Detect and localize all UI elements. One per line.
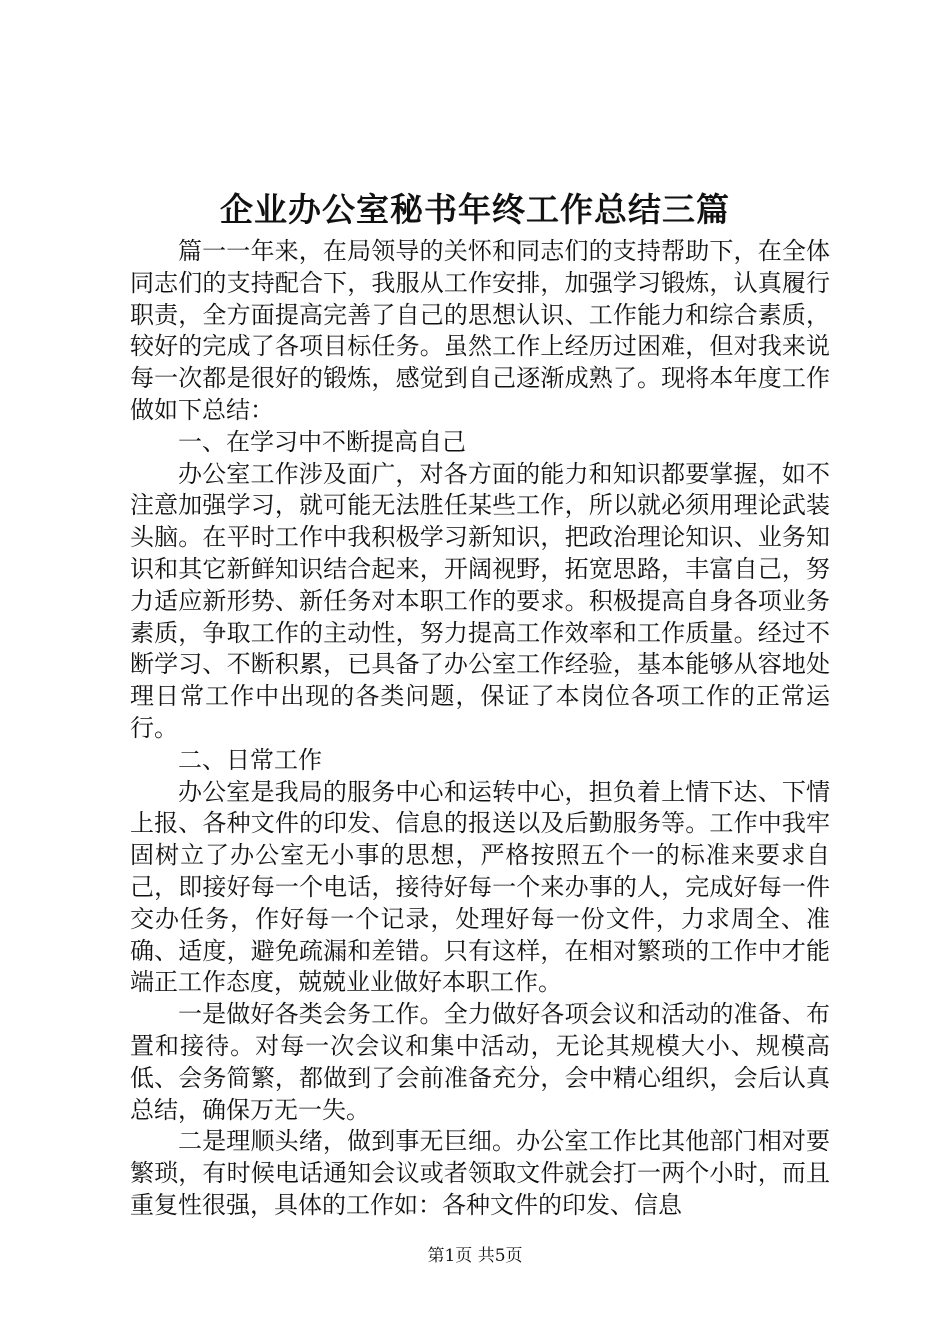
page-number: 第1页 共5页 bbox=[427, 1246, 523, 1266]
paragraph-daily-work: 办公室是我局的服务中心和运转中心，担负着上情下达、下情上报、各种文件的印发、信息的报送以及后勤服务等。工作中我牢固树立了办公室无小事的思想，严格按照五个一的标准来要求自己，即接好每一个电话，接待好每一个来办事的人，完成好每一件交办任务，作好每一个记录，处理好每一份文件，力求周全、准确、适度，避免疏漏和差错。只有这样，在相对繁琐的工作中才能端正工作态度，兢兢业业做好本职工作。 bbox=[130, 777, 830, 997]
paragraph-meetings: 一是做好各类会务工作。全力做好各项会议和活动的准备、布置和接待。对每一次会议和集中活动，无论其规模大小、规模高低、会务简繁，都做到了会前准备充分，会中精心组织，会后认真总结，确保万无一失。 bbox=[130, 1000, 830, 1124]
section-heading-study: 一、在学习中不断提高自己 bbox=[178, 427, 466, 456]
paragraph-study: 办公室工作涉及面广，对各方面的能力和知识都要掌握，如不注意加强学习，就可能无法胜任某些工作，所以就必须用理论武装头脑。在平时工作中我积极学习新知识，把政治理论知识、业务知识和其它新鲜知识结合起来，开阔视野，拓宽思路，丰富自己，努力适应新形势、新任务对本职工作的要求。积极提高自身各项业务素质，争取工作的主动性，努力提高工作效率和工作质量。经过不断学习、不断积累，已具备了办公室工作经验，基本能够从容地处理日常工作中出现的各类问题，保证了本岗位各项工作的正常运行。 bbox=[130, 459, 830, 742]
section-heading-daily-work: 二、日常工作 bbox=[178, 745, 322, 774]
document-body bbox=[130, 236, 830, 1222]
paragraph-details: 二是理顺头绪，做到事无巨细。办公室工作比其他部门相对要繁琐，有时候电话通知会议或者领取文件就会打一两个小时，而且重复性很强，具体的工作如：各种文件的印发、信息 bbox=[130, 1127, 830, 1219]
document-title: 企业办公室秘书年终工作总结三篇 bbox=[220, 190, 730, 229]
paragraph-intro: 篇一一年来，在局领导的关怀和同志们的支持帮助下，在全体同志们的支持配合下，我服从工作安排，加强学习锻炼，认真履行职责，全方面提高完善了自己的思想认识、工作能力和综合素质，较好的完成了各项目标任务。虽然工作上经历过困难，但对我来说每一次都是很好的锻炼，感觉到自己逐渐成熟了。现将本年度工作做如下总结： bbox=[130, 237, 830, 424]
